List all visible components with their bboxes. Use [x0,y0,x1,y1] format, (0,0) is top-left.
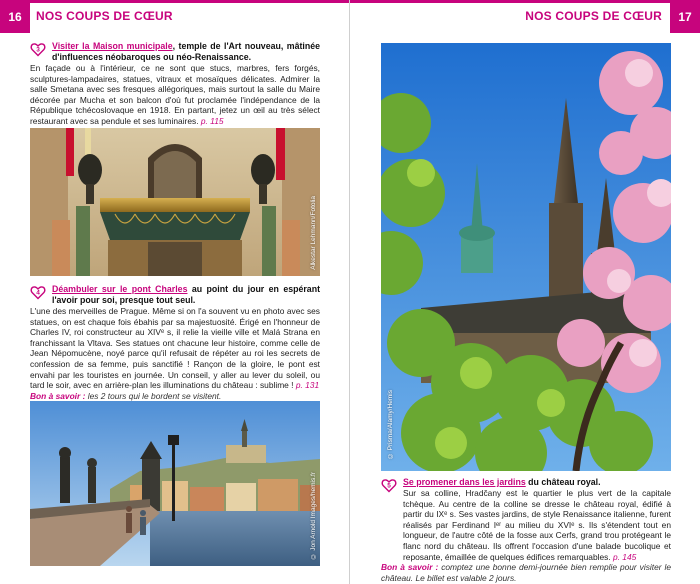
entry-number: 4 [36,289,40,297]
photo-credit: © Prisma/Alamy/Hemis [387,389,394,459]
right-page-number: 17 [670,0,700,33]
photo-credit: Alkestar Lehmann/Fotolia [310,196,317,270]
good-to-know [381,562,671,583]
tip-label: Bon à savoir : [381,562,439,573]
entry-title-link[interactable]: Se promener dans les jardins [403,477,526,487]
entry-body-text: Sur sa colline, Hradčany est le quartier le plus vert de la capitale tchèque. Au centre de la colline se dresse le château royal, édifié à partir du IXᵉ s. Ses vastes jardins, de style Renaissance italienne, furent réalisés par Ferdinand Iᵉʳ au milieu du XVIᵉ s. Ils s'étendent tout en longueur, de l'autre côté de la fosse aux Cerfs, grand trou protégeant le flanc nord du château. Ils offrent l'occasion d'une balade bucolique et reposante, émaillée de quelques édifices remarquables. [403,488,671,562]
entry-body-text: L'une des merveilles de Prague. Même si on l'a souvent vu en photo avec ses statues, on est chaque fois ébahis par sa majestuosité. Érigé en l'honneur de Charles IV, roi constructeur au XIVᵉ s, il relie la vieille ville et Malá Strana en franchissant la Vltava. Ses statues ont chacune leur histoire, comme celle de Jean Népomucène, noyé parce qu'il refusait de répéter au roi les secrets de confession de sa femme, puis sanctifié ! Rançon de la gloire, le pont est envahi par les touristes en journée. Un conseil, y aller au lever du soleil, ou tard le soir, avec en arrière-plan les illuminations du château : sublime ! [30,306,320,391]
entry-castle-gardens [381,477,671,583]
left-top-bar [0,0,349,3]
tip-label: Bon à savoir : [30,390,86,401]
entry-body-text: En façade ou à l'intérieur, ce ne sont que stucs, marbres, fers forgés, sculptures-lampadaires, statues, vitraux et mosaïques délicates. Admirer la salle Smetana avec ses fresques allégoriques, mais surtout la salle du Maire décorée par Mucha et son balcon d'où fut proclamée l'indépendance de la République tchécoslovaque en 1918. En partant, jetez un œil au très sélect restaurant avec sa pendule et ses luminaires. [30,63,320,126]
entry-number: 5 [387,482,391,490]
page-reference-link[interactable]: p. 145 [612,551,637,562]
entry-title [30,41,320,63]
left-page-number: 16 [0,0,30,33]
entry-title [30,284,320,306]
photo-charles-bridge [30,401,320,566]
entry-title-link[interactable]: Visiter la Maison municipale [52,41,173,51]
entry-title-link[interactable]: Déambuler sur le pont Charles [52,284,188,294]
entry-body [30,306,320,391]
right-running-header: NOS COUPS DE CŒUR [525,9,662,23]
tip-text: les 2 tours qui le bordent se visitent. [87,390,222,401]
entry-number: 3 [36,46,40,54]
right-top-bar [350,0,700,3]
entry-title-rest: au point du jour en espérant l'avoir pour soi, presque tout seul. [52,284,320,305]
left-running-header: NOS COUPS DE CŒUR [36,9,173,23]
right-page [350,0,700,584]
entry-body [30,63,320,127]
entry-title-rest: , temple de l'Art nouveau, mâtinée d'influences néobaroques ou néo-Renaissance. [52,41,320,62]
photo-credit: © Jon Arnold Images/hemis.fr [310,472,317,560]
entry-title [381,477,671,488]
photo-municipal-house-balcony [30,128,320,276]
tip-text: comptez une bonne demi-journée bien remplie pour visiter le château. Le billet est valable 2 jours. [381,562,672,583]
page-reference-link[interactable]: p. 115 [200,115,224,126]
photo-st-vitus-cathedral-blossoms [381,43,671,471]
good-to-know [30,391,320,402]
entry-charles-bridge [30,284,320,401]
entry-body [381,488,671,562]
page-reference-link[interactable]: p. 131 [295,380,320,391]
entry-title-rest: du château royal. [525,477,601,487]
